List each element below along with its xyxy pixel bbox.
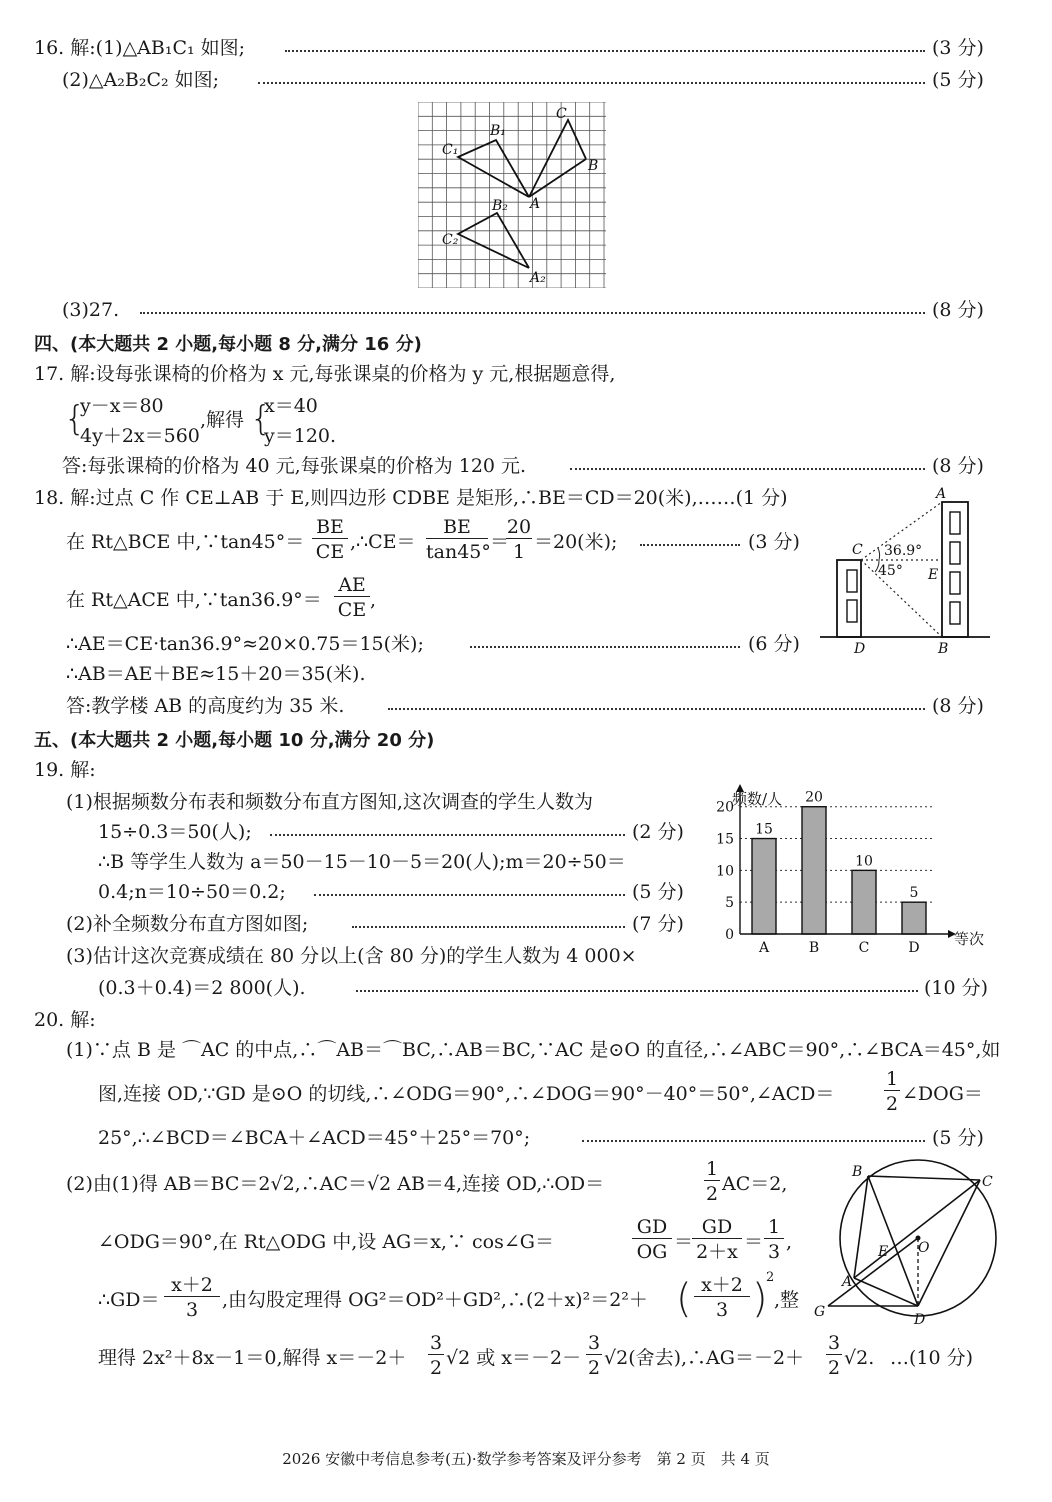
equals: ＝: [744, 1231, 764, 1253]
frac-num: BE: [426, 516, 488, 539]
leader-dots: [640, 544, 740, 546]
q20-line5a: ∠ODG＝90°,在 Rt△ODG 中,设 AG＝x,∵ cos∠G＝: [98, 1231, 554, 1253]
label-B: B: [588, 158, 599, 174]
score: (8 分): [932, 455, 984, 477]
frac-num: GD: [632, 1216, 672, 1239]
score: (5 分): [632, 881, 684, 903]
label-B2: B₂: [492, 198, 508, 214]
y-tick-label: 20: [716, 799, 734, 816]
score: (7 分): [632, 913, 684, 935]
label-A2: A₂: [530, 270, 546, 286]
q19-line6: (3)估计这次竞赛成绩在 80 分以上(含 80 分)的学生人数为 4 000×: [66, 945, 637, 967]
q18-line4: ∴AE＝CE·tan36.9°≈20×0.75＝15(米);: [66, 633, 424, 655]
frac-num: AE: [334, 574, 370, 597]
q18-line3a: 在 Rt△ACE 中,∵tan36.9°＝: [66, 589, 322, 611]
q16-line2: (2)△A₂B₂C₂ 如图;: [62, 69, 220, 91]
frac-num: 3: [429, 1332, 443, 1354]
score: (10 分): [924, 977, 989, 999]
frac-num: GD: [692, 1216, 742, 1239]
leader-dots: [258, 82, 925, 84]
bar: [852, 870, 876, 934]
score: (8 分): [932, 299, 984, 321]
q18-line2a: 在 Rt△BCE 中,∵tan45°＝: [66, 531, 305, 553]
q20-line6b: ,由勾股定理得 OG²＝OD²＋GD²,∴(2＋x)²＝2²＋: [222, 1289, 648, 1311]
q20-line2b: ∠DOG＝: [902, 1083, 983, 1105]
section-heading: 四、(本大题共 2 小题,每小题 8 分,满分 16 分): [34, 334, 422, 355]
label-A: A: [936, 486, 947, 502]
x-axis-label: 等次: [954, 930, 985, 948]
frac-den: 2: [885, 1093, 899, 1115]
frac-num: 3: [587, 1332, 601, 1354]
angle-label: 36.9°: [884, 543, 923, 559]
frac-den: CE: [315, 541, 345, 563]
frac-den: 2＋x: [696, 1241, 738, 1263]
x-tick-label: B: [808, 940, 820, 952]
bar: [802, 807, 826, 934]
q20-line7c: √2(舍去),∴AG＝－2＋: [604, 1347, 805, 1369]
q20-line1: (1)∵点 B 是 ⌒AC 的中点,∴⌒AB＝⌒BC,∴AB＝BC,∵AC 是⊙O 的直径,∴∠ABC＝90°,∴∠BCA＝45°,如: [66, 1039, 1001, 1061]
q16-line3: (3)27.: [62, 299, 120, 321]
label-E: E: [928, 567, 939, 583]
q19-line0: 19. 解:: [34, 759, 96, 781]
circle-figure: [806, 1158, 1002, 1330]
q18-line3b: ,: [370, 589, 377, 611]
frac-den: CE: [337, 599, 367, 621]
score: (3 分): [748, 531, 800, 553]
label-O: O: [918, 1240, 930, 1256]
q17-sol2: y＝120.: [264, 425, 337, 447]
q19-line7: (0.3＋0.4)＝2 800(人).: [98, 977, 306, 999]
frac-den: 3: [767, 1241, 781, 1263]
frac-den: 3: [715, 1299, 729, 1321]
score: (5 分): [932, 1127, 984, 1149]
frac-den: 1: [512, 541, 526, 563]
q18-line5: ∴AB＝AE＋BE≈15＋20＝35(米).: [66, 663, 366, 685]
frac-den: 2: [587, 1357, 601, 1379]
q16-line1: 16. 解:(1)△AB₁C₁ 如图;: [34, 37, 246, 59]
label-A: A: [842, 1274, 853, 1290]
q18-line2b: ,∴CE＝: [350, 531, 416, 553]
data-label: 15: [755, 821, 773, 838]
q17-line1: 17. 解:设每张课椅的价格为 x 元,每张课桌的价格为 y 元,根据题意得,: [34, 363, 616, 385]
q20-line7b: √2 或 x＝－2－: [446, 1347, 582, 1369]
frac-num: BE: [312, 516, 348, 539]
q17-sol1: x＝40: [264, 395, 318, 417]
score: (6 分): [748, 633, 800, 655]
bar-chart: [700, 782, 1000, 952]
angle-label: 45°: [878, 563, 903, 579]
q18-line2c: ＝20(米);: [534, 531, 618, 553]
frac-num: x＋2: [164, 1274, 220, 1297]
q20-line0: 20. 解:: [34, 1009, 96, 1031]
label-D: D: [914, 1312, 926, 1328]
q19-line3: ∴B 等学生人数为 a＝50－15－10－5＝20(人);m＝20÷50＝: [98, 851, 626, 873]
equals: ＝: [490, 531, 510, 553]
score: (5 分): [932, 69, 984, 91]
q19-line1: (1)根据频数分布表和频数分布直方图知,这次调查的学生人数为: [66, 791, 593, 813]
label-B: B: [938, 641, 949, 657]
leader-dots: [270, 834, 625, 836]
label-A: A: [530, 196, 541, 212]
leader-dots: [285, 50, 925, 52]
label-G: G: [814, 1304, 826, 1320]
q20-line6a: ∴GD＝: [98, 1289, 160, 1311]
frac-num: 1: [764, 1216, 784, 1239]
section-heading: 五、(本大题共 2 小题,每小题 10 分,满分 20 分): [34, 730, 435, 751]
score: (2 分): [632, 821, 684, 843]
x-tick-label: A: [758, 940, 770, 952]
building-figure: [818, 482, 994, 662]
q20-line3: 25°,∴∠BCD＝∠BCA＋∠ACD＝45°＋25°＝70°;: [98, 1127, 531, 1149]
q20-line4b: AC＝2,: [722, 1173, 788, 1195]
leader-dots: [356, 990, 918, 992]
score: (3 分): [932, 37, 984, 59]
leader-dots: [570, 468, 925, 470]
y-tick-label: 5: [725, 895, 734, 912]
y-tick-label: 15: [716, 831, 734, 848]
x-tick-label: D: [908, 940, 920, 952]
frac-den: 2: [827, 1357, 841, 1379]
q17-answer: 答:每张课椅的价格为 40 元,每张课桌的价格为 120 元.: [62, 455, 527, 477]
label-C2: C₂: [442, 232, 459, 248]
frac-den: 2: [705, 1183, 719, 1205]
leader-dots: [140, 312, 925, 314]
brace: {: [250, 399, 272, 439]
leader-dots: [582, 1140, 925, 1142]
q17-solve: ,解得: [200, 409, 245, 431]
label-C1: C₁: [442, 142, 459, 158]
frac-den: 3: [185, 1299, 199, 1321]
q20-line7d: √2.: [844, 1347, 875, 1369]
label-B1: B₁: [490, 123, 506, 139]
score: (8 分): [932, 695, 984, 717]
page-footer: 2026 安徽中考信息参考(五)·数学参考答案及评分参考 第 2 页 共 4 页: [282, 1450, 770, 1468]
frac-num: 1: [705, 1158, 719, 1180]
q18-line1: 18. 解:过点 C 作 CE⊥AB 于 E,则四边形 CDBE 是矩形,∴BE＝CD＝20(米),……(1 分): [34, 487, 788, 509]
data-label: 5: [909, 885, 919, 902]
paren-close: ): [752, 1276, 768, 1322]
label-E: E: [878, 1244, 889, 1260]
grid-figure: [418, 102, 606, 288]
label-D: D: [854, 641, 866, 657]
y-axis-label: 频数/人: [732, 790, 783, 808]
label-C: C: [982, 1174, 993, 1190]
q17-eq1: y－x＝80: [80, 395, 164, 417]
q19-line5: (2)补全频数分布直方图如图;: [66, 913, 309, 935]
q20-line7e: …(10 分): [890, 1347, 974, 1369]
leader-dots: [470, 646, 740, 648]
data-label: 20: [805, 789, 823, 806]
frac-den: OG: [636, 1241, 668, 1263]
leader-dots: [388, 708, 925, 710]
q20-line6c: ,整: [774, 1289, 800, 1311]
label-C: C: [556, 106, 567, 122]
data-label: 10: [855, 853, 873, 870]
x-tick-label: C: [858, 940, 870, 952]
frac-den: tan45°: [426, 541, 491, 563]
q20-line7a: 理得 2x²＋8x－1＝0,解得 x＝－2＋: [98, 1347, 407, 1369]
q18-answer: 答:教学楼 AB 的高度约为 35 米.: [66, 695, 345, 717]
y-tick-label: 10: [716, 863, 734, 880]
q20-line5b: ,: [786, 1231, 793, 1253]
frac-num: 3: [827, 1332, 841, 1354]
equals: ＝: [674, 1231, 694, 1253]
frac-den: 2: [429, 1357, 443, 1379]
leader-dots: [352, 926, 625, 928]
y-tick-label: 0: [725, 927, 734, 943]
bar: [902, 902, 926, 934]
q17-eq2: 4y＋2x＝560: [80, 425, 200, 447]
frac-num: x＋2: [694, 1274, 750, 1297]
superscript: 2: [766, 1270, 775, 1285]
paren-open: (: [676, 1276, 692, 1322]
leader-dots: [314, 894, 625, 896]
frac-num: 20: [506, 516, 532, 538]
q19-line4: 0.4;n＝10÷50＝0.2;: [98, 881, 286, 903]
bar: [752, 839, 776, 934]
q20-line2a: 图,连接 OD,∵GD 是⊙O 的切线,∴∠ODG＝90°,∴∠DOG＝90°－40°＝50°,∠ACD＝: [98, 1083, 835, 1105]
label-C: C: [852, 542, 863, 558]
frac-num: 1: [885, 1068, 899, 1090]
label-B: B: [852, 1164, 863, 1180]
q19-line2: 15÷0.3＝50(人);: [98, 821, 252, 843]
q20-line4a: (2)由(1)得 AB＝BC＝2√2,∴AC＝√2 AB＝4,连接 OD,∴OD＝: [66, 1173, 605, 1195]
brace: {: [64, 399, 86, 439]
